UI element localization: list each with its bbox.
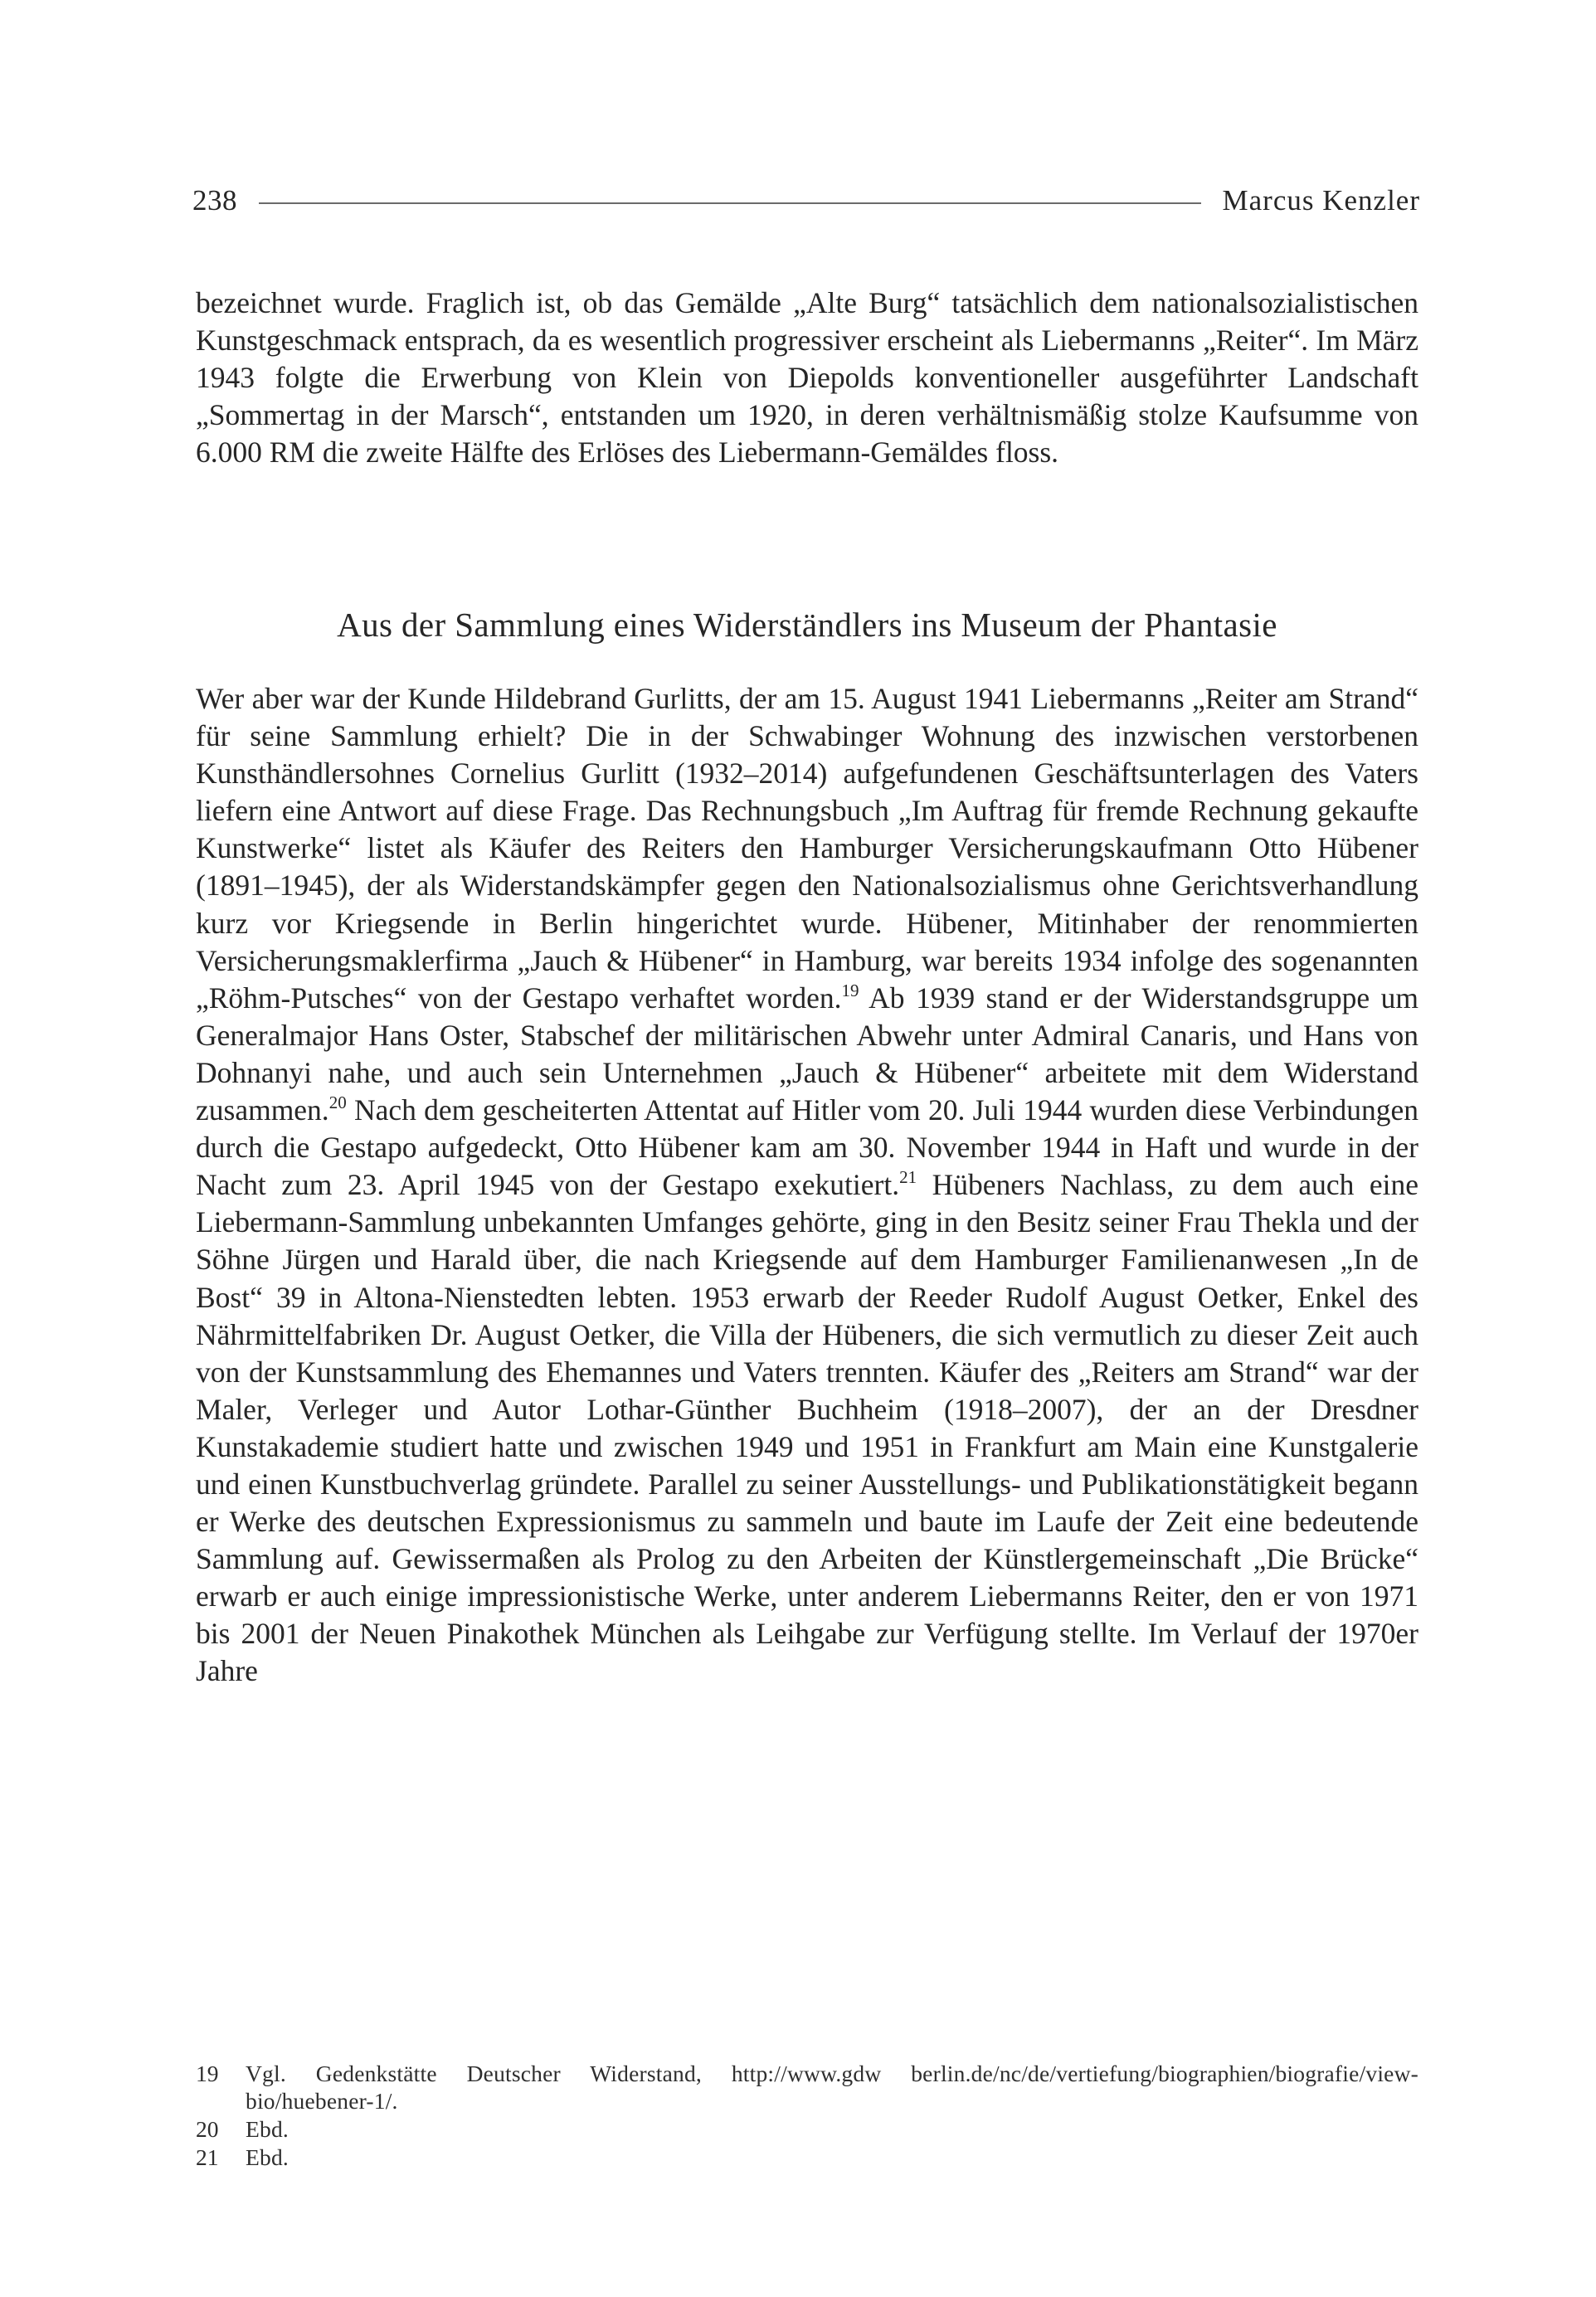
- main-text-part-1: Wer aber war der Kunde Hildebrand Gurlitts, der am 15. August 1941 Liebermanns „Reiter am Strand“ für seine Sammlung erhielt? Die in der Schwabinger Wohnung des inzwischen verstorbenen Kunsthändlersohnes Cornelius Gurlitt (1932–2014) aufgefundenen Geschäftsunterlagen des Vaters liefern eine Antwort auf diese Frage. Das Rechnungsbuch „Im Auftrag für fremde Rechnung gekaufte Kunstwerke“ listet als Käufer des Reiters den Hamburger Versicherungskaufmann Otto Hübener (1891–1945), der als Widerstandskämpfer gegen den Nationalsozialismus ohne Gerichtsverhandlung kurz vor Kriegsende in Berlin hingerichtet wurde. Hübener, Mitinhaber der renommierten Versicherungsmaklerfirma „Jauch & Hübener“ in Hamburg, war bereits 1934 infolge des sogenannten „Röhm-Putsches“ von der Gestapo verhaftet worden.: [196, 682, 1418, 1015]
- paragraph-top-text: bezeichnet wurde. Fraglich ist, ob das Gemälde „Alte Burg“ tatsächlich dem nationalsozialistischen Kunstgeschmack entsprach, da es wesentlich progressiver erscheint als Liebermanns „Reiter“. Im März 1943 folgte die Erwerbung von Klein von Diepolds konventioneller ausgeführter Landschaft „Sommertag in der Marsch“, entstanden um 1920, in deren verhältnismäßig stolze Kaufsumme von 6.000 RM die zweite Hälfte des Erlöses des Liebermann-Gemäldes floss.: [196, 286, 1418, 470]
- footnote-number: 20: [196, 2116, 219, 2142]
- footnote-text: Vgl. Gedenkstätte Deutscher Widerstand, http://www.gdw berlin.de/nc/de/vertiefung/biographien/biografie/view-bio/huebener-1/.: [246, 2061, 1418, 2114]
- continued-paragraph: [196, 285, 1418, 471]
- footnote-ref-19[interactable]: 19: [841, 980, 859, 1000]
- footnote-21: [196, 2144, 1418, 2171]
- footnote-19: [196, 2060, 1418, 2115]
- main-text-part-3: Nach dem gescheiterten Attentat auf Hitler vom 20. Juli 1944 wurden diese Verbindungen durch die Gestapo aufgedeckt, Otto Hübener kam am 30. November 1944 in Haft und wurde in der Nacht zum 23. April 1945 von der Gestapo exekutiert.: [196, 1093, 1418, 1202]
- header-rule: [259, 202, 1201, 204]
- running-head-author: Marcus Kenzler: [1222, 184, 1420, 217]
- footnotes: [196, 2060, 1418, 2172]
- footnote-text: Ebd.: [246, 2144, 289, 2170]
- section-heading: Aus der Sammlung eines Widerständlers ins Museum der Phantasie: [337, 606, 1277, 644]
- page-number: 238: [192, 184, 237, 217]
- footnote-text: Ebd.: [246, 2116, 289, 2142]
- main-paragraph-text: [196, 680, 1418, 1691]
- main-text-part-2: Ab 1939 stand er der Widerstandsgruppe um Generalmajor Hans Oster, Stabschef der militärischen Abwehr unter Admiral Canaris, und Hans von Dohnanyi nahe, und auch sein Unternehmen „Jauch & Hübener“ arbeitete mit dem Widerstand zusammen.: [196, 981, 1418, 1127]
- footnote-number: 21: [196, 2144, 219, 2170]
- footnote-number: 19: [196, 2061, 219, 2086]
- footnote-ref-21[interactable]: 21: [899, 1167, 917, 1188]
- running-head: [192, 176, 1420, 226]
- footnote-20: [196, 2115, 1418, 2143]
- main-text-part-4: Hübeners Nachlass, zu dem auch eine Liebermann-Sammlung unbekannten Umfanges gehörte, ging in den Besitz seiner Frau Thekla und der Söhne Jürgen und Harald über, die nach Kriegsende auf dem Hamburger Familienanwesen „In de Bost“ 39 in Altona-Nienstedten lebten. 1953 erwarb der Reeder Rudolf August Oetker, Enkel des Nährmittelfabriken Dr. August Oetker, die Villa der Hübeners, die sich vermutlich zu dieser Zeit auch von der Kunstsammlung des Ehemannes und Vaters trennten. Käufer des „Reiters am Strand“ war der Maler, Verleger und Autor Lothar-Günther Buchheim (1918–2007), der an der Dresdner Kunstakademie studiert hatte und zwischen 1949 und 1951 in Frankfurt am Main eine Kunstgalerie und einen Kunstbuchverlag gründete. Parallel zu seiner Ausstellungs- und Publikationstätigkeit begann er Werke des deutschen Expressionismus zu sammeln und baute im Laufe der Zeit eine bedeutende Sammlung auf. Gewissermaßen als Prolog zu den Arbeiten der Künstlergemeinschaft „Die Brücke“ erwarb er auch einige impressionistische Werke, unter anderem Liebermanns Reiter, den er von 1971 bis 2001 der Neuen Pinakothek München als Leihgabe zur Verfügung stellte. Im Verlauf der 1970er Jahre: [196, 1168, 1418, 1688]
- main-paragraph: [196, 680, 1418, 1691]
- footnote-ref-20[interactable]: 20: [328, 1093, 347, 1113]
